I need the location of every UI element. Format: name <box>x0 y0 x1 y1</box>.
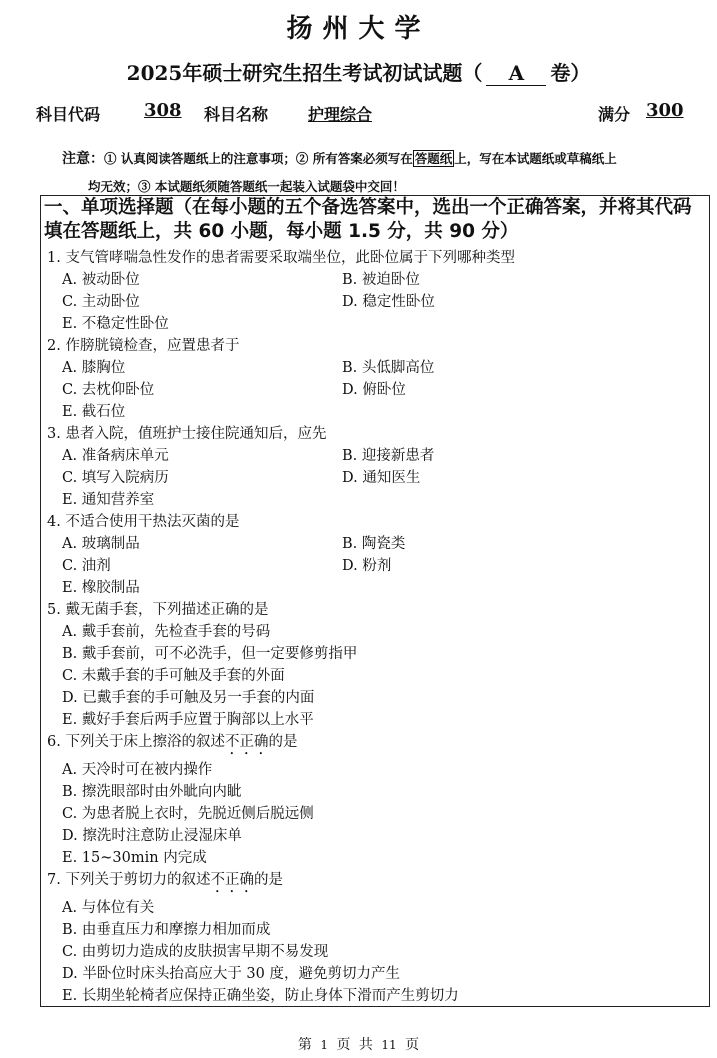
page-number: 1 <box>320 1038 328 1052</box>
option: B. 迎接新患者 <box>342 448 435 464</box>
option: C. 填写入院病历 <box>62 470 169 486</box>
name-value: 护理综合 <box>308 105 373 124</box>
notice-text-a: ① 认真阅读答题纸上的注意事项；② 所有答案必须写在 <box>104 151 413 166</box>
option: D. 粉剂 <box>342 558 392 574</box>
footer-text: 页 共 <box>336 1037 373 1053</box>
option: A. 玻璃制品 <box>62 536 140 552</box>
stem-text: 的是 <box>268 734 298 750</box>
question-stem: 5. 戴无菌手套，下列描述正确的是 <box>47 602 269 618</box>
question-stem: 3. 患者入院，值班护士接住院通知后，应先 <box>47 426 327 442</box>
stem-text: 的是 <box>253 872 283 888</box>
option: E. 长期坐轮椅者应保持正确坐姿，防止身体下滑而产生剪切力 <box>62 988 459 1004</box>
score-value: 300 <box>646 100 684 121</box>
option: C. 去枕仰卧位 <box>62 382 155 398</box>
option: A. 与体位有关 <box>62 900 155 916</box>
question-stem <box>47 868 283 896</box>
section-heading: 一、单项选择题（在每小题的五个备选答案中，选出一个正确答案，并将其代码填在答题纸上，共 60 小题，每小题 1.5 分，共 90 分） <box>44 197 692 242</box>
option: E. 不稳定性卧位 <box>62 316 169 332</box>
stem-text: 6. 下列关于床上擦浴的叙述 <box>47 734 225 750</box>
option: D. 擦洗时注意防止浸湿床单 <box>62 828 242 844</box>
notice-text-b: 上，写在本试题纸或草稿纸上 <box>454 151 617 166</box>
option: A. 准备病床单元 <box>62 448 169 464</box>
code-value: 308 <box>144 100 182 121</box>
emphasized-text: 不正确 <box>210 872 254 888</box>
code-label: 科目代码 <box>36 105 101 124</box>
subject-meta <box>36 100 684 130</box>
emphasized-text: 不正确 <box>224 734 269 750</box>
score-label: 满分 <box>598 105 631 124</box>
notice-label: 注意： <box>62 151 104 167</box>
footer-text: 页 <box>405 1037 420 1053</box>
option: E. 通知营养室 <box>62 492 155 508</box>
name-label: 科目名称 <box>204 105 269 124</box>
option: E. 15~30min 内完成 <box>62 850 207 866</box>
option: D. 半卧位时床头抬高应大于 30 度，避免剪切力产生 <box>62 966 400 982</box>
notice-line-2: 均无效；③ 本试题纸须随答题纸一起装入试题袋中交回！ <box>88 179 405 194</box>
option: C. 油剂 <box>62 558 111 574</box>
paper-type: A <box>486 61 546 86</box>
option: B. 擦洗眼部时由外眦向内眦 <box>62 784 242 800</box>
option: A. 戴手套前，先检查手套的号码 <box>62 624 271 640</box>
option: B. 陶瓷类 <box>342 536 406 552</box>
option: D. 稳定性卧位 <box>342 294 435 310</box>
university-name: 扬州大学 <box>286 14 431 44</box>
question-stem: 1. 支气管哮喘急性发作的患者需要采取端坐位，此卧位属于下列哪种类型 <box>47 250 515 266</box>
title-suffix: 卷） <box>550 61 591 85</box>
option: E. 戴好手套后两手应置于胸部以上水平 <box>62 712 314 728</box>
option: A. 膝胸位 <box>62 360 126 376</box>
total-pages: 11 <box>381 1038 397 1052</box>
option: D. 俯卧位 <box>342 382 406 398</box>
page-footer <box>0 1034 717 1054</box>
title-prefix: 2025年硕士研究生招生考试初试试题（ <box>126 61 483 85</box>
exam-title <box>0 57 717 86</box>
answer-sheet-box: 答题纸 <box>414 151 453 166</box>
question-stem: 2. 作膀胱镜检查，应置患者于 <box>47 338 240 354</box>
option: A. 天冷时可在被内操作 <box>62 762 213 778</box>
option: B. 戴手套前，可不必洗手，但一定要修剪指甲 <box>62 646 358 662</box>
option: C. 由剪切力造成的皮肤损害早期不易发现 <box>62 944 329 960</box>
option: D. 通知医生 <box>342 470 421 486</box>
option: D. 已戴手套的手可触及另一手套的内面 <box>62 690 315 706</box>
option: B. 头低脚高位 <box>342 360 435 376</box>
notice-line-1 <box>62 148 702 168</box>
option: B. 被迫卧位 <box>342 272 420 288</box>
question-stem <box>47 730 297 758</box>
option: E. 橡胶制品 <box>62 580 140 596</box>
option: B. 由垂直压力和摩擦力相加而成 <box>62 922 271 938</box>
footer-text: 第 <box>297 1037 312 1053</box>
option: C. 主动卧位 <box>62 294 140 310</box>
option: C. 未戴手套的手可触及手套的外面 <box>62 668 285 684</box>
option: C. 为患者脱上衣时，先脱近侧后脱远侧 <box>62 806 314 822</box>
question-stem: 4. 不适合使用干热法灭菌的是 <box>47 514 240 530</box>
option: E. 截石位 <box>62 404 126 420</box>
stem-text: 7. 下列关于剪切力的叙述 <box>47 872 211 888</box>
option: A. 被动卧位 <box>62 272 140 288</box>
